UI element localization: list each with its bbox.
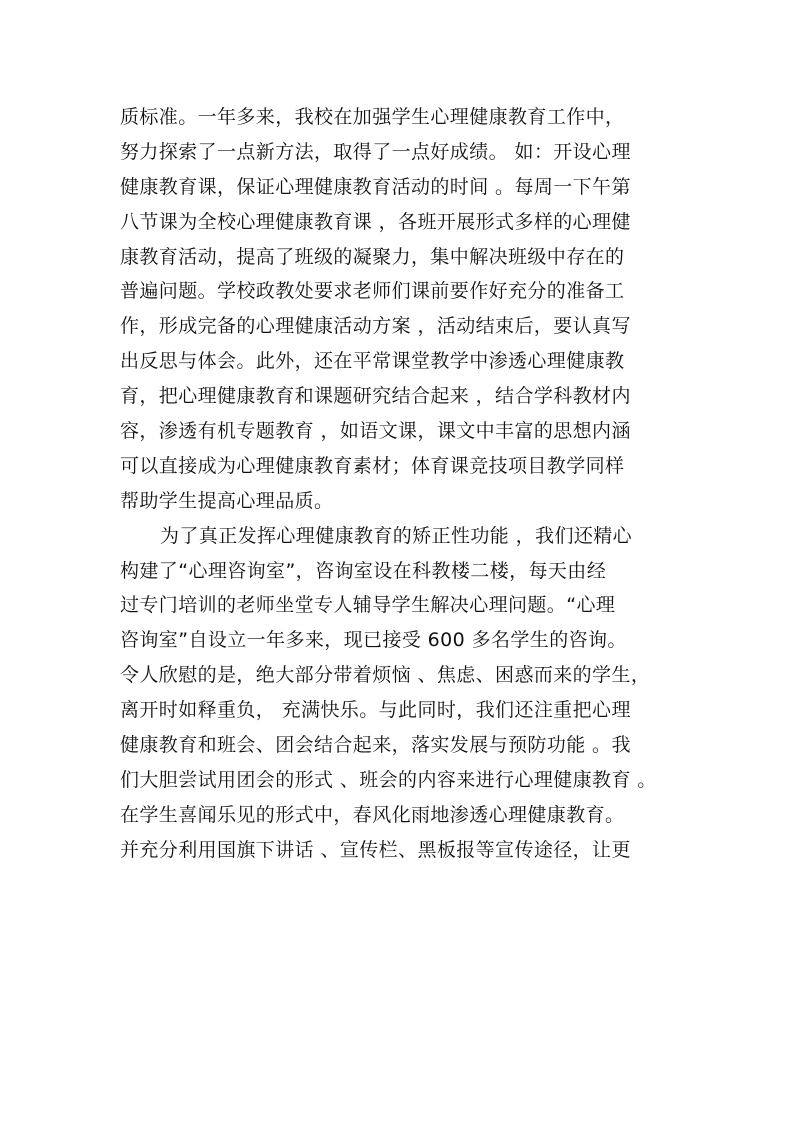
text-line: 离开时如释重负， 充满快乐。与此同时，我们还注重把心理 [120,699,631,722]
text-line: 质标准。一年多来，我校在加强学生心理健康教育工作中， [120,106,625,128]
text-line: 八节课为全校心理健康教育课 ，各班开展形式多样的心理健 [120,210,631,233]
text-line: 康教育活动，提高了班级的凝聚力，集中解决班级中存在的 [120,245,625,268]
text-line: 并充分利用国旗下讲话 、宣传栏、黑板报等宣传途径，让更 [120,838,631,861]
text-line: 出反思与体会。此外，还在平常课堂教学中渗透心理健康教 [120,350,625,373]
paragraph-2 [120,519,680,868]
text-line: 健康教育和班会、团会结合起来，落实发展与预防功能 。我 [120,734,631,757]
text-line: 努力探索了一点新方法，取得了一点好成绩。 如：开设心理 [120,140,631,163]
text-line: 帮助学生提高心理品质。 [120,489,334,512]
text-line: 构建了“心理咨询室”，咨询室设在科教楼二楼，每天由经 [120,559,607,582]
text-line: 普遍问题。学校政教处要求老师们课前要作好充分的准备工 [120,280,625,303]
text-line: 令人欣慰的是，绝大部分带着烦恼 、焦虑、困惑而来的学生， [120,664,651,687]
body-text [120,100,680,868]
text-line: 在学生喜闻乐见的形式中，春风化雨地渗透心理健康教育。 [120,803,625,826]
text-line: 过专门培训的老师坐堂专人辅导学生解决心理问题。“心理 [120,594,616,617]
text-line: 们大胆尝试用团会的形式 、班会的内容来进行心理健康教育 。 [120,768,657,791]
text-line: 咨询室”自设立一年多来，现已接受 600 多名学生的咨询。 [120,629,627,652]
paragraph-1 [120,100,680,519]
text-line: 可以直接成为心理健康教育素材；体育课竞技项目教学同样 [120,454,625,477]
text-line: 健康教育课，保证心理健康教育活动的时间 。每周一下午第 [120,175,631,198]
text-line: 作，形成完备的心理健康活动方案 ，活动结束后，要认真写 [120,315,631,338]
text-line: 为了真正发挥心理健康教育的矫正性功能 ，我们还精心 [160,524,633,547]
text-line: 育，把心理健康教育和课题研究结合起来 ，结合学科教材内 [120,385,631,408]
text-line: 容，渗透有机专题教育 ，如语文课，课文中丰富的思想内涵 [120,420,631,443]
